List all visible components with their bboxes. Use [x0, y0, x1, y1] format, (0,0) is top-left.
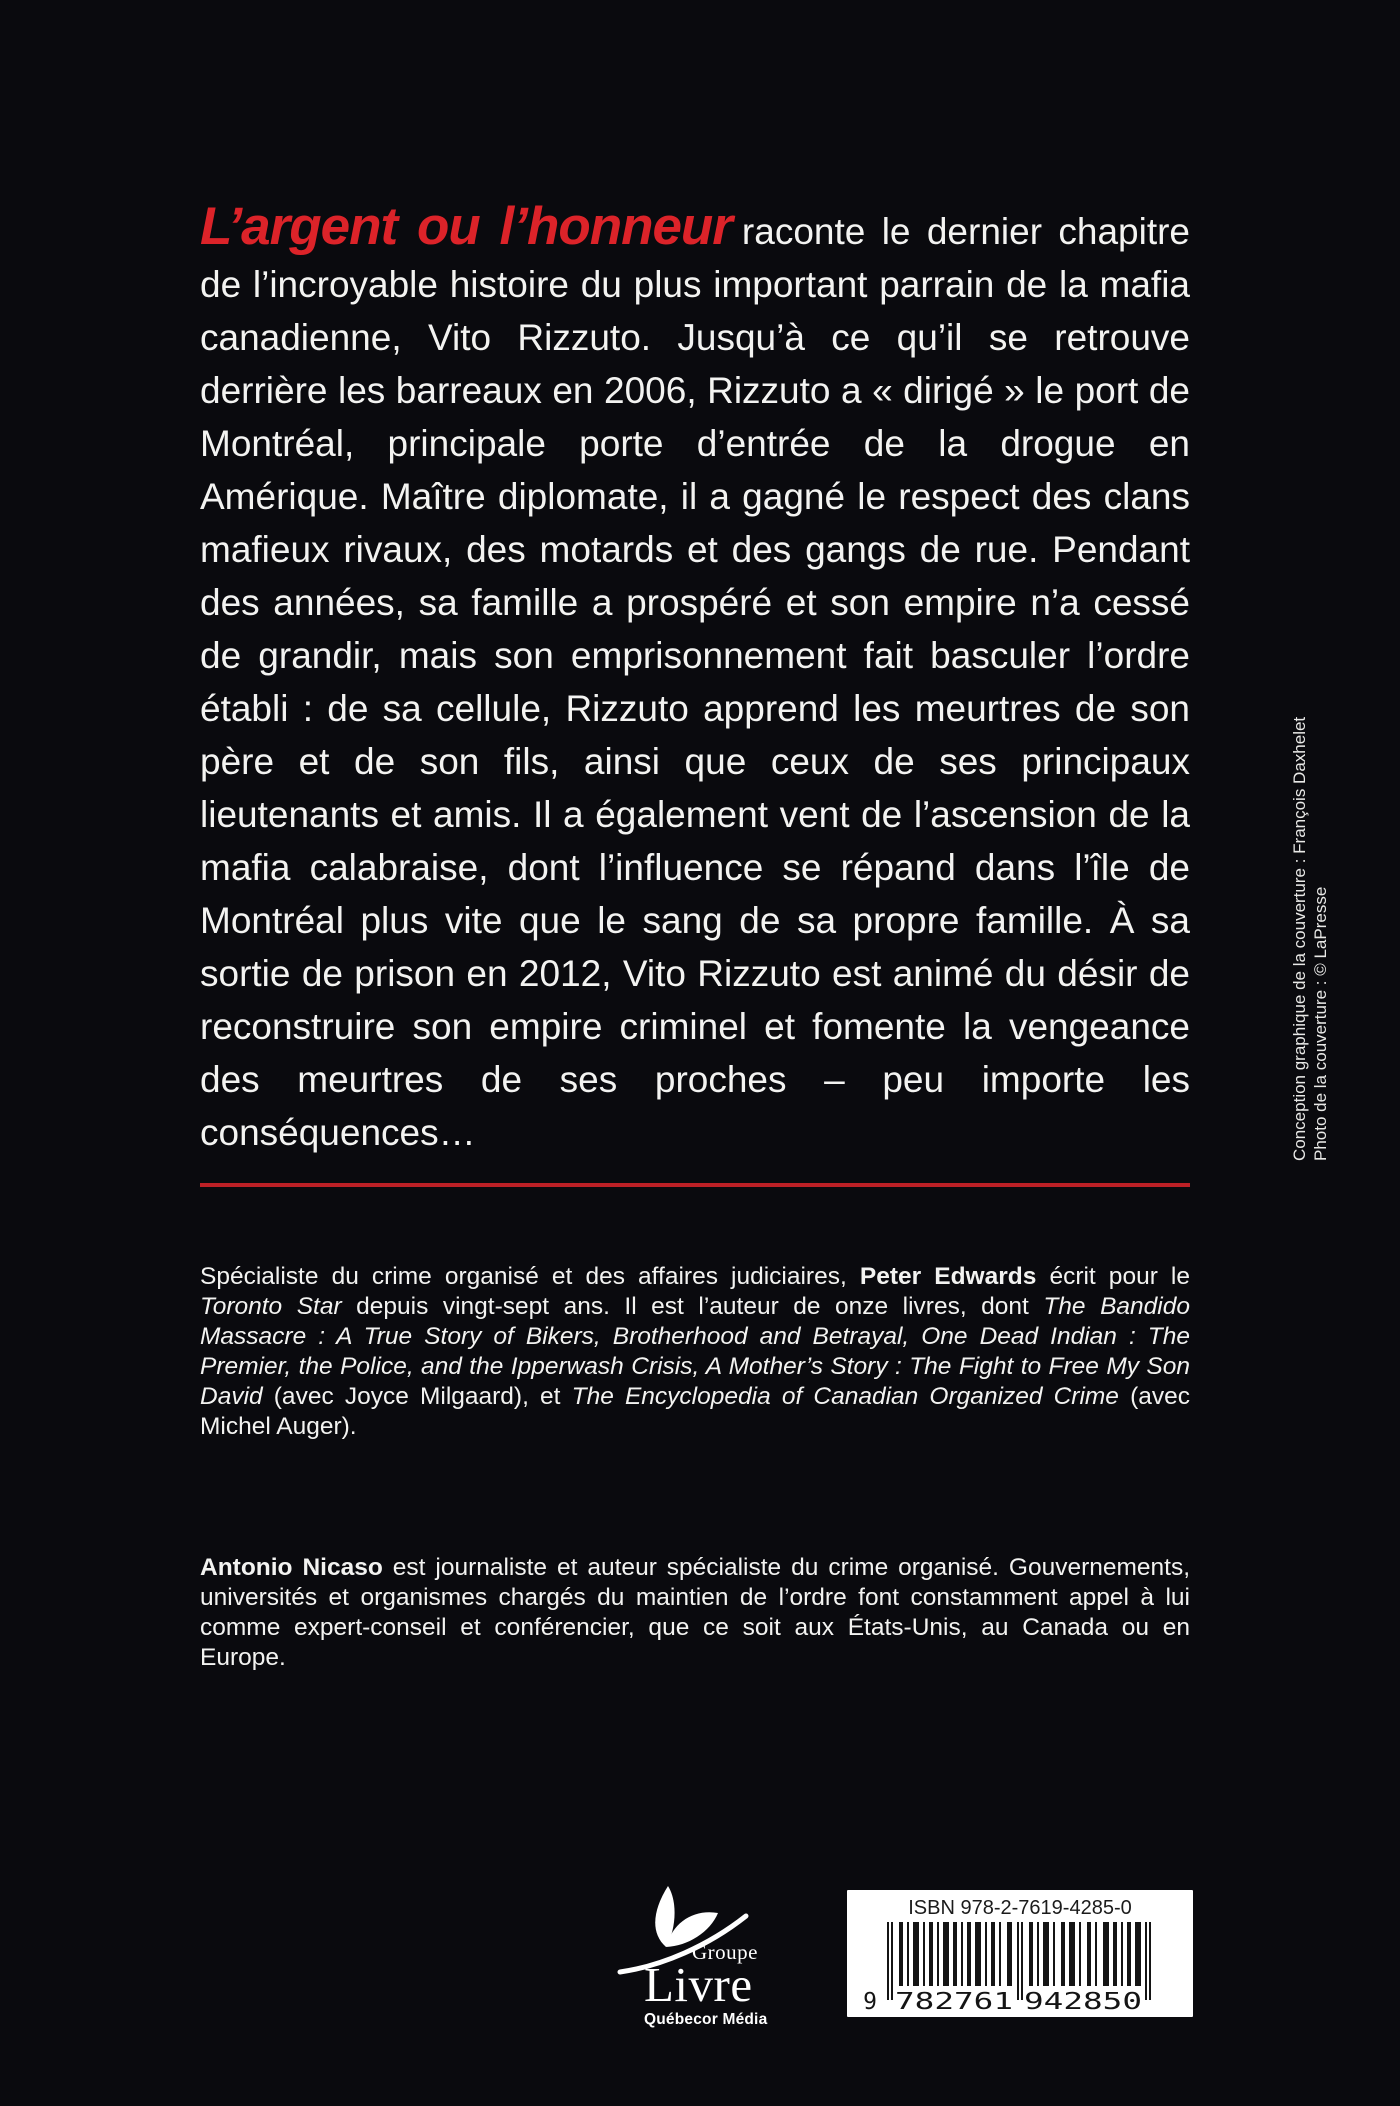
- publisher-logo: [616, 1884, 791, 2026]
- author-name-antonio-nicaso: Antonio Nicaso: [200, 1554, 383, 1581]
- book-title-encyclopedia: The Encyclopedia of Canadian Organized Crime: [571, 1383, 1119, 1410]
- author-bio-antonio-nicaso: [200, 1553, 1190, 1673]
- cover-credits: [1289, 581, 1331, 1161]
- publisher-group-label: Groupe: [692, 1940, 758, 1964]
- bio-text: écrit pour le: [1036, 1263, 1191, 1290]
- barcode-digit-group-2: 942850: [1024, 1989, 1142, 2015]
- book-titles-list: The Bandido Massacre : A True Story of Bikers, Brotherhood and Betrayal, One Dead Indian : The Premier, the Police, and the Ipperwash Crisis, A Mother’s Story : The Fight to Free My Son David: [200, 1293, 1190, 1410]
- newspaper-title: Toronto Star: [200, 1293, 342, 1320]
- author-name-peter-edwards: Peter Edwards: [859, 1263, 1037, 1290]
- red-divider-line: [200, 1183, 1190, 1187]
- isbn-barcode: [847, 1890, 1193, 2022]
- synopsis-paragraph: [200, 197, 1191, 1159]
- synopsis-text: raconte le dernier chapitre de l’incroyable histoire du plus important parrain de la mafia canadienne, Vito Rizzuto. Jusqu’à ce qu’il se retrouve derrière les barreaux en 2006, Rizzuto a « dirigé » le port de Montréal, principale porte d’entrée de la drogue en Amérique. Maître diplomate, il a gagné le respect des clans mafieux rivaux, des motards et des gangs de rue. Pendant des années, sa famille a prospéré et son empire n’a cessé de grandir, mais son emprisonnement fait basculer l’ordre établi : de sa cellule, Rizzuto apprend les meurtres de son père et de son fils, ainsi que ceux de ses principaux lieutenants et amis. Il a également vent de l’ascension de la mafia calabraise, dont l’influence se répand dans l’île de Montréal plus vite que le sang de sa propre famille. À sa sortie de prison en 2012, Vito Rizzuto est animé du désir de reconstruire son empire criminel et fomente la vengeance des meurtres de ses proches – peu importe les conséquences…: [200, 211, 1191, 1153]
- cover-design-credit: Conception graphique de la couverture : François Daxhelet: [1290, 716, 1309, 1161]
- bio-text: (avec Joyce Milgaard), et: [262, 1383, 572, 1410]
- isbn-label: ISBN 978-2-7619-4285-0: [908, 1897, 1132, 1919]
- publisher-media-label: Québecor Média: [644, 2011, 768, 2028]
- barcode-digit-group-1: 782761: [895, 1989, 1013, 2015]
- bio-text: est journaliste et auteur spécialiste du crime organisé. Gouvernements, universités et organismes chargés du maintien de l’ordre font constamment appel à lui comme expert-conseil et conférencier, que ce soit aux États-Unis, au Canada ou en Europe.: [200, 1554, 1191, 1671]
- bio-text: (avec Michel Auger).: [200, 1383, 1190, 1440]
- barcode-digit-lead: 9: [863, 1989, 877, 2015]
- book-title: L’argent ou l’honneur: [200, 197, 732, 256]
- bio-text: depuis vingt-sept ans. Il est l’auteur de onze livres, dont: [341, 1293, 1044, 1320]
- publisher-name: Livre: [644, 1957, 753, 2012]
- author-bio-peter-edwards: [200, 1262, 1190, 1442]
- cover-photo-credit: Photo de la couverture : © LaPresse: [1311, 886, 1330, 1161]
- bio-text: Spécialiste du crime organisé et des affaires judiciaires,: [200, 1263, 860, 1290]
